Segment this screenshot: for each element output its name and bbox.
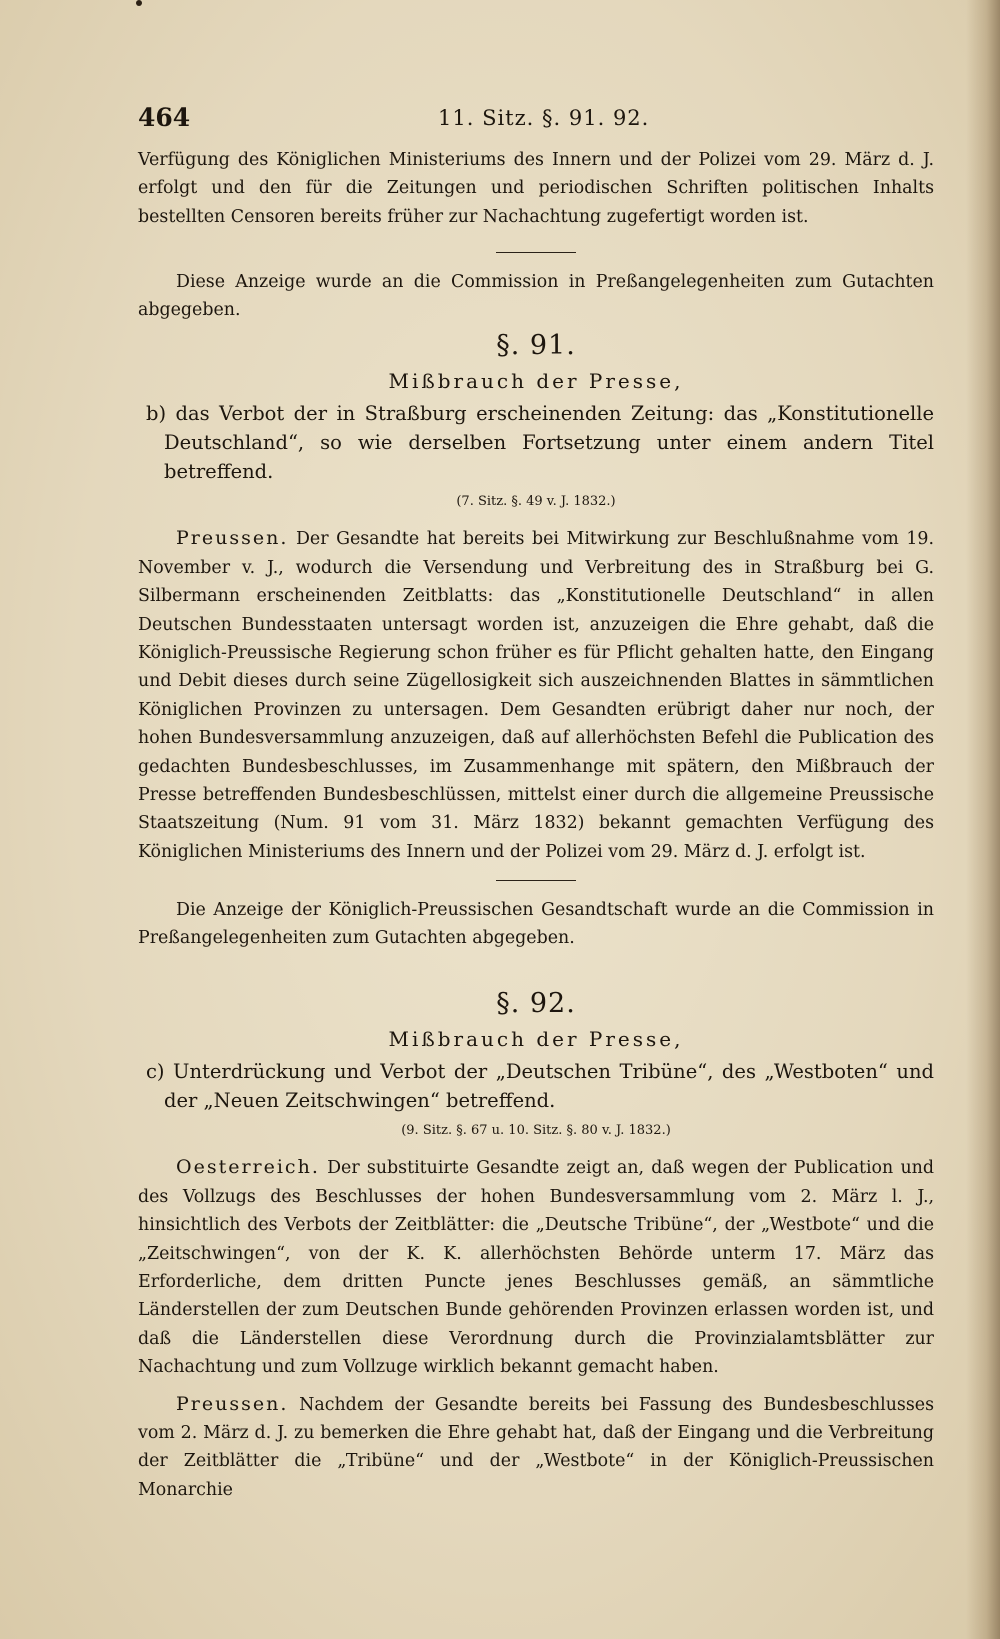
section-number: §. 92.	[496, 988, 576, 1019]
running-title: 11. Sitz. §. 91. 92.	[438, 106, 650, 130]
section-body	[138, 524, 934, 866]
section-note: Die Anzeige der Königlich-Preussischen Gesandtschaft wurde an die Commission in Preßangelegenheiten zum Gutachten abgegeben.	[138, 900, 934, 949]
section-body-text: Nachdem der Gesandte bereits bei Fassung des Bundesbeschlusses vom 2. März d. J. zu bemerken die Ehre gehabt hat, daß der Eingang und die Verbreitung der Zeitblätter die „Tribüne“ und der „Westbote“ in der Königlich-Preussischen Monarchie	[138, 1394, 934, 1500]
section-body-text: Der substituirte Gesandte zeigt an, daß wegen der Publication und des Vollzugs des Beschlusses der hohen Bundesversammlung vom 2. März l. J., hinsichtlich des Verbots der Zeitblätter: die „Deutsche Tribüne“, der „Westbote“ und die „Zeitschwingen“, von der K. K. allerhöchsten Behörde unterm 17. März das Erforderliche, dem dritten Puncte jenes Beschlusses gemäß, an sämmtliche Länderstellen der zum Deutschen Bunde gehörenden Provinzen erlassen worden ist, und daß die Länderstellen diese Verordnung durch die Provinzialamtsblätter zur Nachachtung und zum Vollzuge wirklich bekannt gemacht haben.	[138, 1158, 934, 1378]
divider	[138, 252, 934, 253]
state-label: Oesterreich.	[176, 1156, 320, 1179]
section-title: Mißbrauch der Presse,	[388, 1027, 684, 1051]
page-header	[138, 103, 934, 139]
section-body	[138, 1390, 934, 1505]
divider	[138, 880, 934, 881]
intro-paragraph: Verfügung des Königlichen Ministeriums des Innern und der Polizei vom 29. März d. J. erfolgt und den für die Zeitungen und periodischen Schriften politischen Inhalts bestellten Censoren bereits früher zur Nachachtung zugefertigt worden ist.	[138, 150, 934, 227]
section-citation: (7. Sitz. §. 49 v. J. 1832.)	[456, 494, 616, 509]
ink-spot	[136, 0, 142, 6]
section-92	[138, 988, 934, 1504]
section-subtitle: c) Unterdrückung und Verbot der „Deutschen Tribüne“, des „Westboten“ und der „Neuen Zeitschwingen“ betreffend.	[146, 1060, 934, 1112]
section-body	[138, 1153, 934, 1381]
section-subtitle: b) das Verbot der in Straßburg erscheinenden Zeitung: das „Konstitutionelle Deutschland“, so wie derselben Fortsetzung unter einem andern Titel betreffend.	[146, 402, 934, 483]
state-label: Preussen.	[176, 527, 289, 550]
intro-note: Diese Anzeige wurde an die Commission in Preßangelegenheiten zum Gutachten abgegeben.	[138, 272, 934, 321]
section-91	[138, 330, 934, 866]
section-number: §. 91.	[496, 330, 576, 361]
intro-block	[138, 146, 934, 231]
state-label: Preussen.	[176, 1392, 289, 1415]
section-body-text: Der Gesandte hat bereits bei Mitwirkung zur Beschlußnahme vom 19. November v. J., wodurch die Versendung und Verbreitung des in Straßburg bei G. Silbermann erscheinenden Zeitblatts: das „Konstitutionelle Deutschland“ in allen Deutschen Bundesstaaten untersagt worden ist, anzuzeigen die Ehre gehabt, daß die Königlich-Preussische Regierung schon früher es für Pflicht gehalten hatte, den Eingang und Debit dieses durch seine Zügellosigkeit sich auszeichnenden Blattes in sämmtlichen Königlichen Provinzen zu untersagen. Dem Gesandten erübrigt daher nur noch, der hohen Bundesversammlung anzuzeigen, daß auf allerhöchsten Befehl die Publication des gedachten Bundesbeschlusses, im Zusammenhange mit spätern, den Mißbrauch der Presse betreffenden Bundesbeschlüssen, mittelst einer durch die allgemeine Preussische Staatszeitung (Num. 91 vom 31. März 1832) bekannt gemachten Verfügung des Königlichen Ministeriums des Innern und der Polizei vom 29. März d. J. erfolgt ist.	[138, 529, 934, 862]
page-edge-shadow	[966, 0, 1000, 1639]
page-number: 464	[138, 103, 191, 132]
intro-note-block	[138, 268, 934, 325]
section-title: Mißbrauch der Presse,	[388, 369, 684, 393]
section-citation: (9. Sitz. §. 67 u. 10. Sitz. §. 80 v. J. 1832.)	[401, 1123, 671, 1138]
section-91-note-block	[138, 896, 934, 953]
